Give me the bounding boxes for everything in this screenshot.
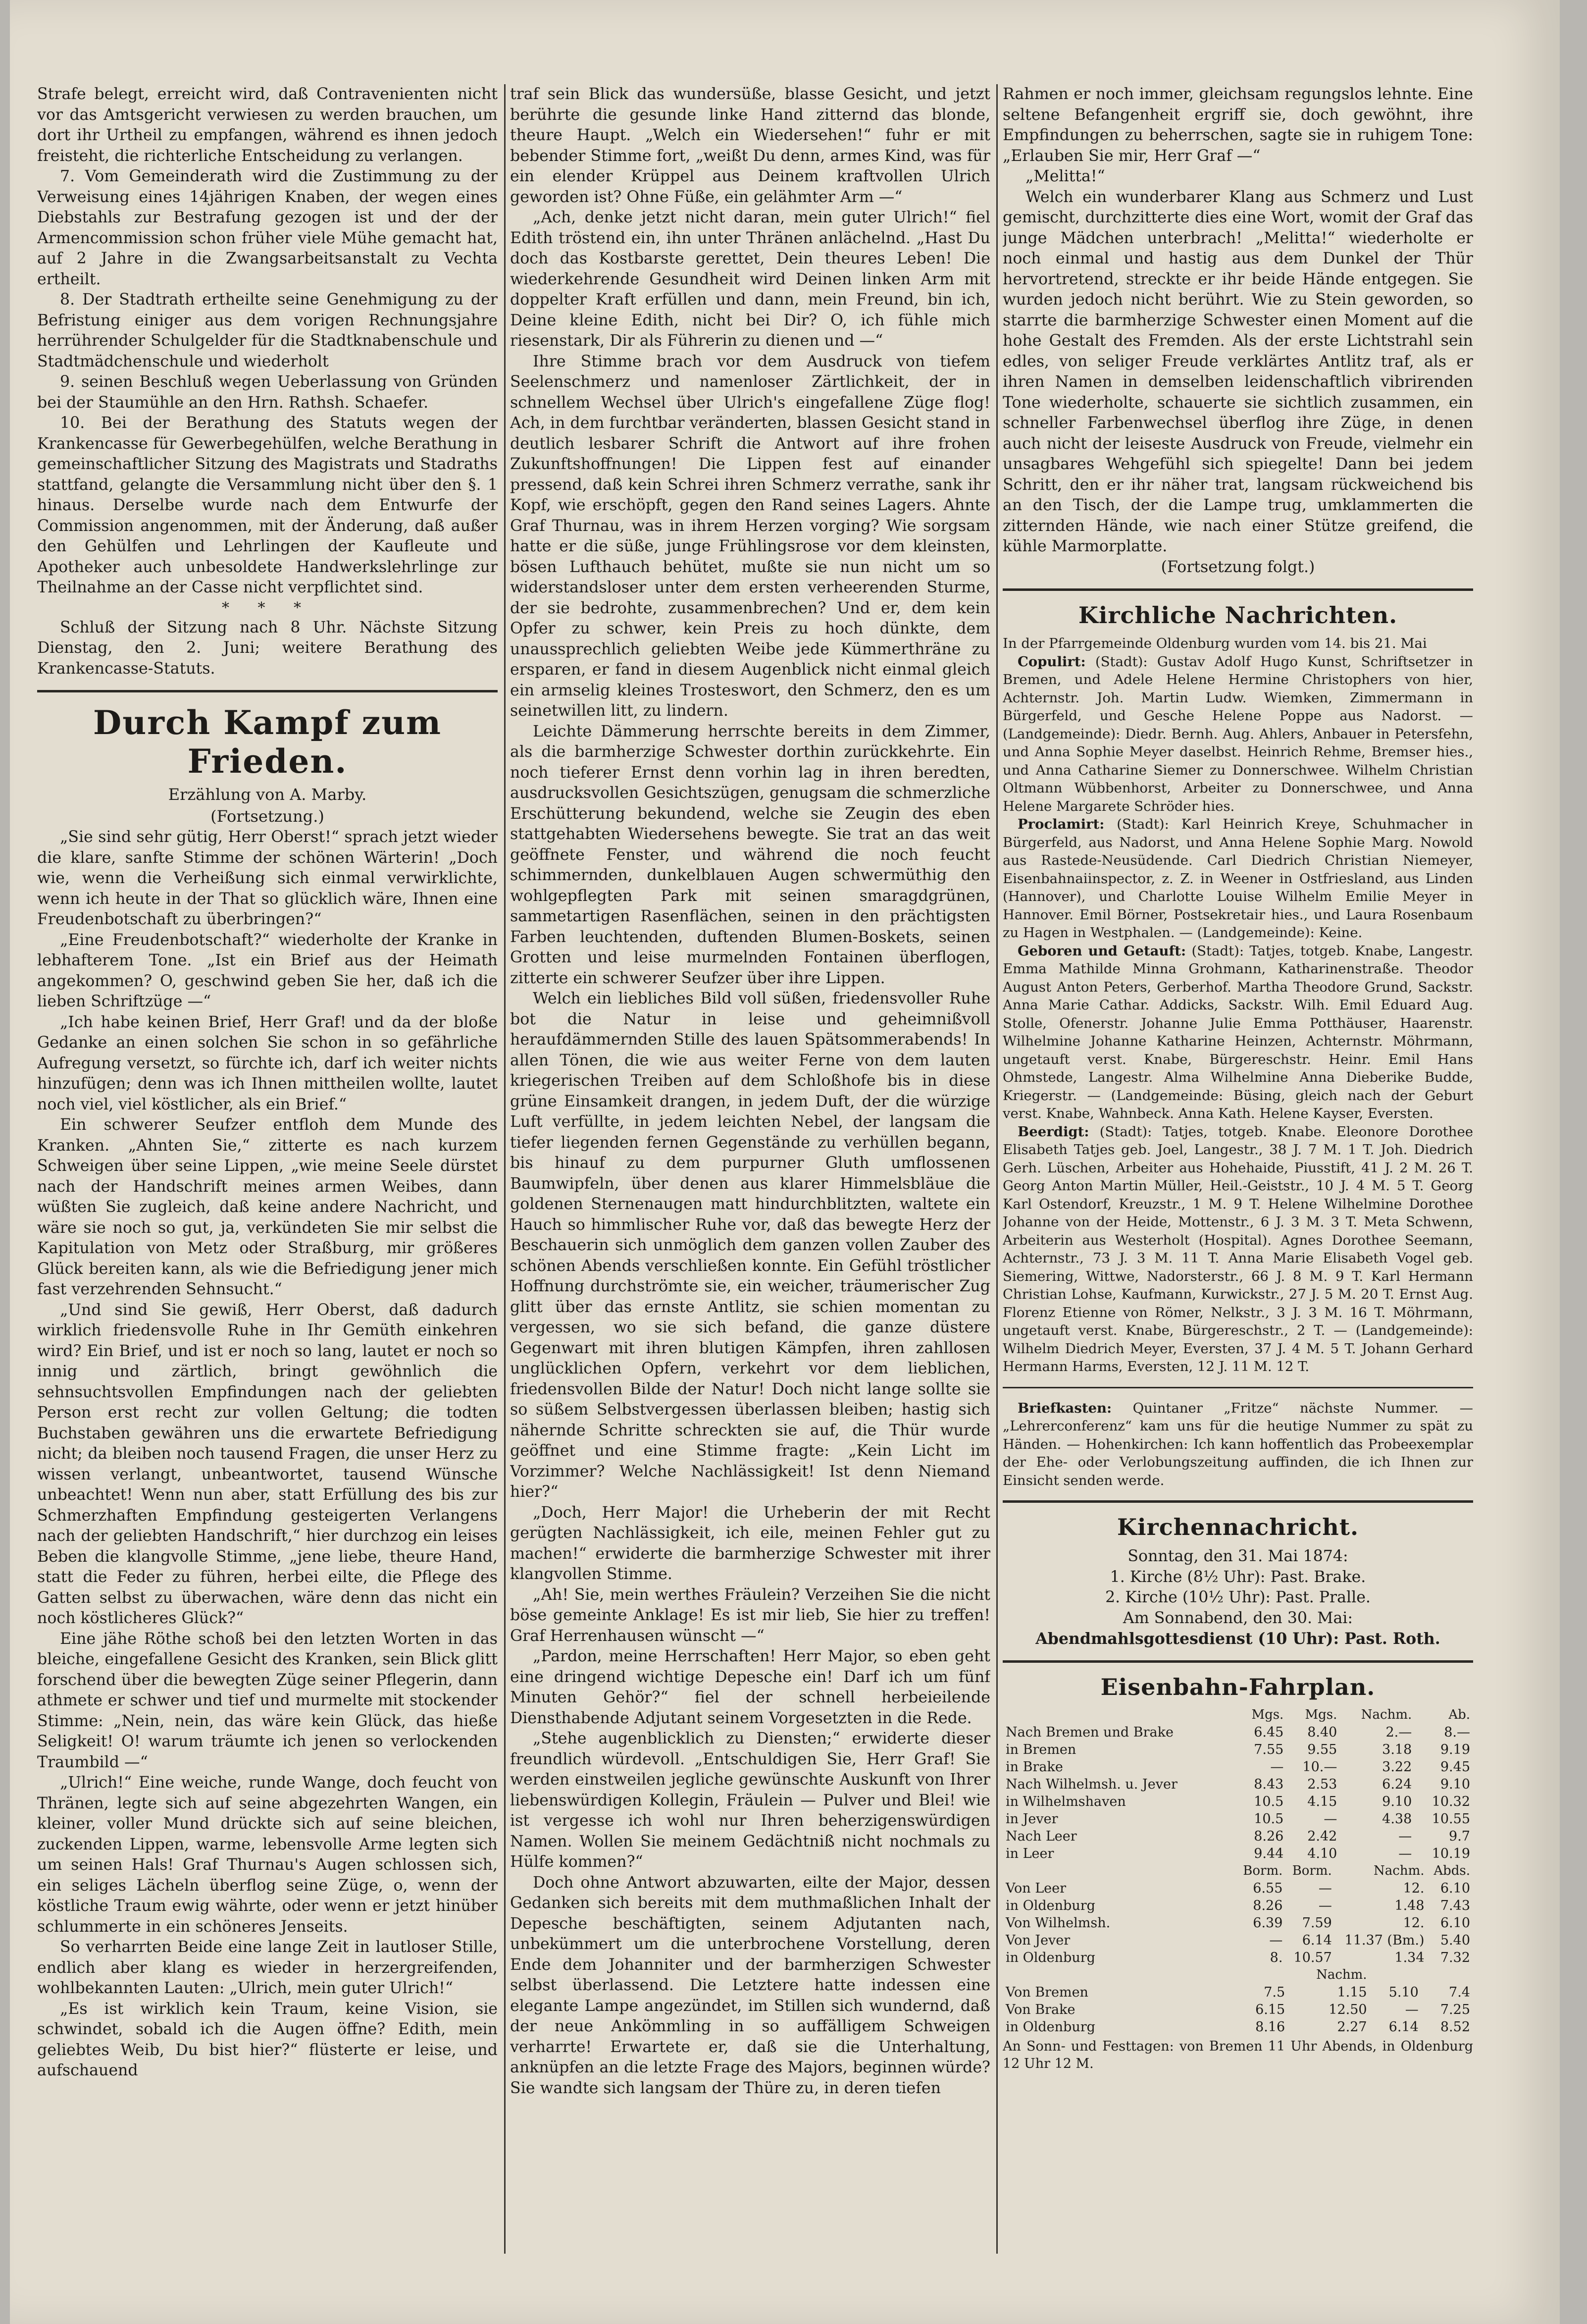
timetable-cell: 10.5 (1254, 1794, 1284, 1809)
timetable-row (1003, 1793, 1473, 1810)
column-1 (37, 84, 498, 2254)
timetable-cell: 6.24 (1382, 1776, 1412, 1792)
section-divider (1003, 1387, 1473, 1388)
story-byline: Erzählung von A. Marby. (168, 785, 367, 804)
timetable-cell: 10.32 (1432, 1794, 1470, 1809)
proclamirt-label: Proclamirt: (1018, 816, 1105, 832)
timetable-cell: Von Brake (1006, 2002, 1075, 2017)
timetable-row (1003, 1880, 1473, 1897)
timetable-cell: 7.43 (1440, 1898, 1470, 1913)
timetable-row (1003, 2018, 1473, 2036)
letterbox-text: Quintaner „Fritze“ nächste Nummer. — „Lehrerconferenz“ kam uns für die heutige Nummer zu spät zu Händen. — Hohenkirchen: Ich kann hoffentlich das Probeexemplar der Ehe- oder Verlobungszeitung auffinden, die ich Ihnen zur Einsicht senden werde. (1003, 1400, 1473, 1488)
story-paragraph: „Doch, Herr Major! die Urheberin der mit Recht gerügten Nachlässigkeit, ich eile, meinen Fehler gut zu machen!“ erwiderte die barmherzige Schwester mit ihrer klangvollen Stimme. (510, 1503, 990, 1583)
timetable-cell: 6.10 (1440, 1915, 1470, 1931)
story-paragraph: „Ach, denke jetzt nicht daran, mein guter Ulrich!“ fiel Edith tröstend ein, ihn unter Thränen anlächelnd. „Hast Du doch das Kostbarste gerettet, Dein theures Leben! Die wiederkehrende Gesundheit wird Deinen linken Arm mit doppelter Kraft erfüllen und dann, mein Freund, bin ich, Deine kleine Edith, nicht bei Dir? O, ich fühle mich riesenstark, Dir als Führerin zu dienen und —“ (510, 209, 990, 350)
timetable-cell: 10.19 (1432, 1846, 1470, 1861)
story-paragraph: Ein schwerer Seufzer entfloh dem Munde des Kranken. „Ahnten Sie,“ zitterte es nach kurzem Schweigen über seine Lippen, „wie meine Seele dürstet nach der Handschrift meines armen Weibes, dann wüßten Sie zugleich, daß keine andere Nachricht, und wäre sie noch so gut, ja, verkündeten Sie mir selbst die Kapitulation von Metz oder Straßburg, mir größeres Glück bereiten kann, als wie die Befriedigung jener mich fast verzehrenden Sehnsucht.“ (37, 1116, 498, 1298)
letterbox (1003, 1399, 1473, 1490)
timetable-header-cell (1003, 1966, 1236, 1984)
timetable-row (1003, 1984, 1473, 2001)
timetable-cell: Nach Wilhelmsh. u. Jever (1006, 1776, 1177, 1792)
timetable-cell: 1.15 (1337, 1984, 1367, 2000)
timetable-cell: 6.14 (1388, 2019, 1419, 2035)
timetable-cell: 9.10 (1382, 1794, 1412, 1809)
session-close: Schluß der Sitzung nach 8 Uhr. Nächste Sitzung Dienstag, den 2. Juni; weitere Berathung des Krankencasse-Statuts. (37, 618, 498, 678)
timetable-cell: 2.27 (1337, 2019, 1367, 2035)
timetable-cell: 2.42 (1307, 1828, 1337, 1844)
timetable-row (1003, 1897, 1473, 1914)
timetable-cell: 10.— (1302, 1759, 1337, 1775)
timetable-cell: — (1405, 2002, 1419, 2017)
timetable-row (1003, 1828, 1473, 1845)
timetable-header-row (1003, 1862, 1473, 1880)
timetable-cell: 3.22 (1382, 1759, 1412, 1775)
church-notice-line: 2. Kirche (10½ Uhr): Past. Pralle. (1105, 1588, 1371, 1606)
timetable-cell: in Jever (1006, 1811, 1058, 1827)
timetable-header-cell (1236, 1966, 1288, 1984)
timetable-cell: 6.39 (1253, 1915, 1283, 1931)
timetable-arrivals (1003, 1862, 1473, 1966)
church-news-title: Kirchliche Nachrichten. (1078, 602, 1398, 629)
timetable-cell: 2.— (1385, 1724, 1412, 1740)
timetable-cell: 10.5 (1254, 1811, 1284, 1827)
timetable-cell: — (1398, 1828, 1412, 1844)
timetable-cell: Von Leer (1006, 1880, 1067, 1896)
timetable-cell: — (1318, 1880, 1332, 1896)
timetable-header-cell (1370, 1966, 1422, 1984)
geboren-text: (Stadt): Tatjes, totgeb. Knabe, Langestr. Emma Mathilde Minna Grohmann, Katharinenstraße. Theodor August Anton Peters, Gerberhof. Martha Theodore Grund, Sackstr. Anna Marie Cathar. Addicks, Sackstr. Wilh. Emil Eduard Aug. Stolle, Ofenerstr. Johanne Julie Emma Potthäuser, Haarenstr. Wilhelmine Johanne Katharine Heinzen, Achternstr. Möhrmann, ungetauft verst. Knabe, Bürgereschstr. Heinr. Emil Hans Ohmstede, Langestr. Alma Wilhelmine Anna Dieberike Budde, Kriegerstr. — (Landgemeinde: Büsing, gleich nach der Geburt verst. Knabe, Wahnbeck. Anna Kath. Helene Kayser, Eversten. (1003, 943, 1473, 1121)
timetable-cell: 7.25 (1440, 2002, 1470, 2017)
church-news-intro: In der Pfarrgemeinde Oldenburg wurden vom 14. bis 21. Mai (1003, 635, 1427, 651)
column-2 (510, 84, 990, 2254)
timetable-cell: in Bremen (1006, 1742, 1076, 1757)
timetable-departures (1003, 1706, 1473, 1862)
church-notice-line: 1. Kirche (8½ Uhr): Past. Brake. (1110, 1568, 1366, 1586)
story-paragraph: Doch ohne Antwort abzuwarten, eilte der Major, dessen Gedanken sich bereits mit dem muthmaßlichen Inhalt der Depesche beschäftigten, seinem Adjutanten nach, unbekümmert um die unterbrochene Vorstellung, deren Ende dem Johanniter und der barmherzigen Schwester selbst überlassend. Die Letztere hatte indessen eine elegante Lampe angezündet, im Stillen sich wundernd, daß der neue Ankömmling in so auffälligem Schweigen verharrte! Erwartete er, daß sie die Unterhaltung, anknüpfen an die letzte Frage des Majors, beginnen würde? Sie wandte sich langsam der Thüre zu, in deren tiefen (510, 1873, 990, 2097)
section-divider (1003, 588, 1473, 591)
timetable-cell: 12. (1403, 1880, 1425, 1896)
council-report-text: Strafe belegt, erreicht wird, daß Contravenienten nicht vor das Amtsgericht verwiesen zu werden brauchen, um dort ihr Urtheil zu empfangen, während es ihnen jedoch freisteht, die richterliche Entscheidung zu verlangen. (37, 85, 498, 165)
timetable-cell: 6.10 (1440, 1880, 1470, 1896)
timetable-cell: 10.57 (1293, 1950, 1332, 1965)
timetable-cell: 9.19 (1440, 1742, 1470, 1757)
timetable-row (1003, 1758, 1473, 1776)
story-paragraph: Welch ein wunderbarer Klang aus Schmerz und Lust gemischt, durchzitterte dies eine Wort, womit der Graf das junge Mädchen unterbrach! „Melitta!“ wiederholte er noch einmal und hastig aus dem Dunkel der Thür hervortretend, streckte er ihr beide Hände entgegen. Sie wurden jedoch nicht berührt. Wie zu Stein geworden, so starrte die barmherzige Schwester einen Moment auf die hohe Gestalt des Fremden. Als der erste Lichtstrahl sein edles, von seliger Freude verklärtes Antlitz traf, als er ihren Namen in demselben leidenschaftlich vibrirenden Tone wiederholte, schauerte sie sichtlich zusammen, ein schneller Farbenwechsel überflog ihre Züge, in denen auch nicht der leiseste Ausdruck von Freude, vielmehr ein unsagbares Wehgefühl sich spiegelte! Dann bei jedem Schritt, den er ihr näher trat, langsam rückweichend bis an den Tisch, der die Lampe trug, umklammerten die zitternden Hände, wie nach einer Stütze greifend, die kühle Marmorplatte. (1003, 188, 1473, 555)
timetable-cell: in Wilhelmshaven (1006, 1794, 1126, 1809)
timetable-row (1003, 1845, 1473, 1862)
timetable-cell: Nach Bremen und Brake (1006, 1724, 1174, 1740)
section-divider (1003, 1660, 1473, 1663)
timetable-cell: Von Bremen (1006, 1984, 1088, 2000)
timetable-row (1003, 1914, 1473, 1932)
timetable-cell: 12. (1403, 1915, 1425, 1931)
timetable-bremen (1003, 1966, 1473, 2036)
timetable-cell: 8.— (1444, 1724, 1470, 1740)
church-notice-line: Abendmahlsgottesdienst (10 Uhr): Past. Roth. (1035, 1630, 1440, 1648)
timetable-header-cell: Borm. (1243, 1863, 1283, 1878)
timetable-row (1003, 1932, 1473, 1949)
column-rule (504, 84, 506, 2254)
council-item-9: 9. seinen Beschluß wegen Ueberlassung von Gründen bei der Staumühle an den Hrn. Rathsh. Schaefer. (37, 373, 498, 412)
story-paragraph: „Es ist wirklich kein Traum, keine Vision, sie schwindet, sobald ich die Augen öffne? Edith, mein geliebtes Weib, Du bist hier?“ flüsterte er leise, und aufschauend (37, 2000, 498, 2079)
timetable-header-cell: Nachm. (1374, 1863, 1425, 1878)
timetable-cell: 11.37 (Bm.) (1344, 1932, 1425, 1948)
timetable-cell: in Oldenburg (1006, 2019, 1095, 2035)
timetable-cell: 4.38 (1382, 1811, 1412, 1827)
timetable-header-cell (1003, 1706, 1236, 1724)
timetable-cell: 8.26 (1253, 1898, 1283, 1913)
timetable-cell: 9.10 (1440, 1776, 1470, 1792)
church-notice-line: Am Sonnabend, den 30. Mai: (1123, 1609, 1353, 1627)
story-paragraph: Rahmen er noch immer, gleichsam regungslos lehnte. Eine seltene Befangenheit ergriff sie, doch gewöhnt, ihre Empfindungen zu beherrschen, sagte sie in ruhigem Tone: „Erlauben Sie mir, Herr Graf —“ (1003, 85, 1473, 165)
letterbox-label: Briefkasten: (1018, 1400, 1112, 1416)
timetable-cell: — (1398, 1846, 1412, 1861)
timetable-row (1003, 1776, 1473, 1793)
section-divider (1003, 1500, 1473, 1503)
timetable-header-row (1003, 1706, 1473, 1724)
separator-stars: * * * (221, 599, 313, 617)
story-paragraph: Welch ein liebliches Bild voll süßen, friedensvoller Ruhe bot die Natur in leise und geheimnißvoll heraufdämmernden Stille des lauen Spätsommerabends! In allen Tönen, die wie aus weiter Ferne von dem lauten kriegerischen Treiben auf dem Schloßhofe bis in diese grüne Einsamkeit drangen, in jedem Duft, der die würzige Luft verfüllte, in jedem leichten Nebel, der langsam die tiefer liegenden fernen Gegenstände zu verhüllen begann, bis hinauf zu dem purpurner Gluth umflossenen Baumwipfeln, über denen aus klarer Himmelsbläue die goldenen Sternenaugen matt hindurchblitzten, waltete ein Hauch so himmlischer Ruhe vor, daß das bewegte Herz der Beschauerin sich unmöglich dem ganzen vollen Zauber des schönen Abends verschließen konnte. Ein Gefühl tröstlicher Hoffnung durchströmte sie, ein weicher, träumerischer Zug glitt über das ernste Antlitz, sie schien momentan zu vergessen, wo sie sich befand, die ganze düstere Gegenwart mit ihren blutigen Kämpfen, ihren zahllosen unglücklichen Opfern, verkehrt vor dem lieblichen, friedensvollen Bilde der Natur! Doch nicht lange sollte sie so süßem Selbstvergessen überlassen bleiben; hastig sich nähernde Schritte schreckten sie auf, die Thür wurde geöffnet und eine Stimme fragte: „Kein Licht im Vorzimmer? Welche Nachlässigkeit! Ist denn Niemand hier?“ (510, 990, 990, 1501)
section-divider (37, 690, 498, 692)
church-notice-line: Sonntag, den 31. Mai 1874: (1127, 1547, 1348, 1565)
church-notice-title: Kirchennachricht. (1117, 1514, 1359, 1540)
timetable-cell: 8.16 (1255, 2019, 1285, 2035)
proclamirt-text: (Stadt): Karl Heinrich Kreye, Schuhmacher in Bürgerfeld, aus Nadorst, und Anna Helene Sophie Marg. Nowold aus Rastede-Neusüdende. Carl Diedrich Christian Niemeyer, Eisenbahnaiinspector, z. Z. in Weener in Ostfriesland, aus Linden (Hannover), und Charlotte Louise Wilhelm Emilie Meyer in Hannover. Emil Börner, Postsekretair hies., und Laura Rosenbaum zu Hagen in Westphalen. — (Landgemeinde): Keine. (1003, 816, 1473, 941)
story-paragraph: „Ich habe keinen Brief, Herr Graf! und da der bloße Gedanke an einen solchen Sie schon in so gefährliche Aufregung versetzt, so fürchte ich, darf ich weiter nichts hinzufügen; denn was ich Ihnen mittheilen wollte, lautet noch viel, viel köstlicher, als ein Brief.“ (37, 1013, 498, 1113)
timetable-cell: in Leer (1006, 1846, 1054, 1861)
newspaper-page (10, 0, 1560, 2324)
timetable-cell: 9.7 (1449, 1828, 1470, 1844)
timetable-header-cell: Nachm. (1316, 1967, 1367, 1982)
timetable-cell: 8. (1270, 1950, 1283, 1965)
story-continuation: (Fortsetzung.) (210, 807, 324, 826)
timetable-cell: 8.43 (1254, 1776, 1284, 1792)
story-paragraph: „Melitta!“ (1025, 167, 1105, 185)
timetable-footnote: An Sonn- und Festtagen: von Bremen 11 Uhr Abends, in Oldenburg 12 Uhr 12 M. (1003, 2038, 1473, 2071)
story-paragraph: Leichte Dämmerung herrschte bereits in dem Zimmer, als die barmherzige Schwester dorthin zurückkehrte. Ein noch tieferer Ernst denn vorhin lag in ihren beredten, ausdrucksvollen Gesichtszügen, genugsam die schmerzliche Erschütterung bekundend, welche sie Zeugin des eben stattgehabten Wiedersehens bewegte. Sie trat an das weit geöffnete Fenster, und während die noch feucht schimmernden, dunkelblauen Augen schwermüthig den wohlgepflegten Park mit seinen smaragdgrünen, sammetartigen Rasenflächen, seinen in den prächtigsten Farben leuchtenden, duftenden Blumen-Boskets, seinen Grotten und leise murmelnden Fontainen überflogen, zitterte ein schwerer Seufzer über ihre Lippen. (510, 722, 990, 987)
timetable-header-cell: Mgs. (1305, 1707, 1337, 1722)
story-paragraph: „Eine Freudenbotschaft?“ wiederholte der Kranke in lebhafterem Tone. „Ist ein Brief aus der Heimath angekommen? O, geschwind geben Sie her, daß ich die lieben Schriftzüge —“ (37, 931, 498, 1010)
timetable-row (1003, 1741, 1473, 1758)
timetable-cell: 6.14 (1302, 1932, 1332, 1948)
timetable-cell: Von Wilhelmsh. (1006, 1915, 1111, 1931)
timetable-cell: 9.55 (1307, 1742, 1337, 1757)
beerdigt-text: (Stadt): Tatjes, totgeb. Knabe. Eleonore Dorothee Elisabeth Tatjes geb. Joel, Langestr., 38 J. 7 M. 1 T. Joh. Diedrich Gerh. Lüschen, Arbeiter aus Hohehaide, Piusstift, 41 J. 2 M. 26 T. Georg Anton Martin Müller, Heil.-Geiststr., 10 J. 4 M. 5 T. Georg Karl Ostendorf, Kreuzstr., 1 M. 9 T. Helene Wilhelmine Dorothee Johanne von der Heide, Mottenstr., 6 J. 3 M. 3 T. Meta Schwenn, Arbeiterin aus Westerholt (Hospital). Agnes Dorothee Seemann, Achternstr., 73 J. 3 M. 11 T. Anna Marie Elisabeth Vogel geb. Siemering, Wittwe, Nadorsterstr., 66 J. 8 M. 9 T. Karl Hermann Christian Lohse, Kaufmann, Kurwickstr., 27 J. 5 M. 20 T. Ernst Aug. Florenz Etienne von Römer, Nelkstr., 3 J. 3 M. 16 T. Möhrmann, ungetauft verst. Knabe, Bürgereschstr., 2 T. — (Landgemeinde): Wilhelm Diedrich Meyer, Eversten, 37 J. 4 M. 5 T. Johann Gerhard Hermann Harms, Eversten, 12 J. 11 M. 12 T. (1003, 1123, 1473, 1374)
council-item-8: 8. Der Stadtrath ertheilte seine Genehmigung zu der Befristung einiger aus dem vorigen Rechnungsjahre herrührender Schulgelder für die Stadtknabenschule und Stadtmädchenschule und wiederholt (37, 291, 498, 370)
story-paragraph: „Sie sind sehr gütig, Herr Oberst!“ sprach jetzt wieder die klare, sanfte Stimme der schönen Wärterin! „Doch wie, wenn die Verheißung sich einmal verwirklichte, wenn ich heute in der That so glücklich wäre, Ihnen eine Freudenbotschaft zu überbringen?“ (37, 828, 498, 928)
timetable-header-cell: Abds. (1433, 1863, 1470, 1878)
timetable-row (1003, 1949, 1473, 1966)
copulirt-text: (Stadt): Gustav Adolf Hugo Kunst, Schriftsetzer in Bremen, und Adele Helene Hermine Christophers von hier, Achternstr. Joh. Martin Ludw. Wiemken, Zimmermann in Bürgerfeld, und Gesche Helene Poppe aus Nadorst. — (Landgemeinde): Diedr. Bernh. Aug. Ahlers, Anbauer in Petersfehn, und Anna Sophie Meyer daselbst. Heinrich Rehme, Bremser hies., und Anna Catharine Siemer zu Donnerschwee. Wilhelm Christian Oltmann Wübbenhorst, Arbeiter zu Donnerschwee, und Anna Helene Margarete Schröder hies. (1003, 653, 1473, 814)
council-item-10: 10. Bei der Berathung des Statuts wegen der Krankencasse für Gewerbegehülfen, welche Berathung in gemeinschaftlicher Sitzung des Magistrats und Stadraths stattfand, gelangte die Versammlung nicht über den §. 1 hinaus. Derselbe wurde nach dem Entwurfe der Commission angenommen, mit der Änderung, daß außer den Gehülfen und Lehrlingen der Kaufleute und Apotheker auch unbesoldete Handwerkslehrlinge zur Theilnahme an der Casse nicht verpflichtet sind. (37, 414, 498, 596)
timetable-cell: Nach Leer (1006, 1828, 1077, 1844)
timetable-cell: 7.4 (1449, 1984, 1470, 2000)
timetable-cell: 5.40 (1440, 1932, 1470, 1948)
timetable-cell: — (1324, 1811, 1337, 1827)
story-paragraph: „Ulrich!“ Eine weiche, runde Wange, doch feucht von Thränen, legte sich auf seine abgezehrten Wangen, ein kleiner, voller Mund drückte sich auf seine bleichen, zuckenden Lippen, warme, lebensvolle Arme legten sich um seinen Hals! Graf Thurnau's Augen schlossen sich, ein seliges Lächeln überflog seine Züge, o, wenn der köstliche Traum ewig währte, oder wenn er jetzt hinüber schlummerte in ein schöneres Jenseits. (37, 1774, 498, 1936)
timetable-cell: 7.5 (1264, 1984, 1285, 2000)
story-paragraph: „Pardon, meine Herrschaften! Herr Major, so eben geht eine dringend wichtige Depesche ein! Darf ich um fünf Minuten Gehör?“ fiel der schnell herbeieilende Diensthabende Adjutant seinem Vorgesetzten in die Rede. (510, 1647, 990, 1727)
story-paragraph: traf sein Blick das wundersüße, blasse Gesicht, und jetzt berührte die gesunde linke Hand zitternd das blonde, theure Haupt. „Welch ein Wiedersehen!“ fuhr er mit bebender Stimme fort, „weißt Du denn, armes Kind, was für ein elender Krüppel aus Deinem kraftvollen Ulrich geworden ist? Ohne Füße, ein gelähmter Arm —“ (510, 85, 990, 206)
church-copulirt (1003, 653, 1473, 816)
timetable-cell: 8.26 (1254, 1828, 1284, 1844)
timetable-row (1003, 1724, 1473, 1741)
timetable-header-cell: Mgs. (1251, 1707, 1284, 1722)
timetable-row (1003, 1810, 1473, 1828)
timetable-cell: 2.53 (1307, 1776, 1337, 1792)
timetable-cell: in Brake (1006, 1759, 1063, 1775)
timetable-cell: 9.45 (1440, 1759, 1470, 1775)
church-proclamirt (1003, 815, 1473, 942)
timetable-cell: 7.32 (1440, 1950, 1470, 1965)
timetable-cell: 8.52 (1440, 2019, 1470, 2035)
story-title: Durch Kampf zum Frieden. (93, 703, 442, 781)
timetable-cell: — (1270, 1759, 1284, 1775)
timetable-cell: 9.44 (1254, 1846, 1284, 1861)
timetable-row (1003, 2001, 1473, 2018)
timetable-cell: — (1269, 1932, 1283, 1948)
timetable-header-cell: Borm. (1292, 1863, 1332, 1878)
church-beerdigt (1003, 1123, 1473, 1376)
timetable-cell: 5.10 (1388, 1984, 1419, 2000)
timetable-cell: 7.59 (1302, 1915, 1332, 1931)
story-paragraph: „Und sind Sie gewiß, Herr Oberst, daß dadurch wirklich friedensvolle Ruhe in Ihr Gemüth einkehren wird? Ein Brief, und ist er noch so lang, lautet er noch so innig und zärtlich, bringt gewöhnlich die sehnsuchtsvollen Empfindungen nach der geliebten Person erst recht zur vollen Geltung; die todten Buchstaben gewähren uns die erwartete Befriedigung nicht; da bleiben noch tausend Fragen, die unser Herz zu wissen verlangt, unbeantwortet, tausend Wünsche unbeachtet! Wenn nun aber, statt Erfüllung des bis zur Schmerzhaften Empfindung gesteigerten Verlangens nach der geliebten Handschrift,“ hier durchzog ein leises Beben die klangvolle Stimme, „jene liebe, theure Hand, statt die Feder zu führen, herbei eilte, die Pflege des Gatten selbst zu überwachen, wäre denn das nicht ein noch köstlicheres Glück?“ (37, 1301, 498, 1627)
column-rule (996, 84, 998, 2254)
timetable-cell: — (1318, 1898, 1332, 1913)
to-be-continued: (Fortsetzung folgt.) (1161, 558, 1315, 576)
story-paragraph: „Stehe augenblicklich zu Diensten;“ erwiderte dieser freundlich würdevoll. „Entschuldigen Sie, Herr Graf! Sie werden einstweilen jegliche gewünschte Auskunft von Ihrer liebenswürdigen Kollegin, Fräulein — Pulver und Blei! wie ist vergesse ich wohl nur Ihren beherzigenswürdigen Namen. Wollen Sie meinem Gedächtniß nicht nochmals zu Hülfe kommen?“ (510, 1730, 990, 1871)
council-item-7: 7. Vom Gemeinderath wird die Zustimmung zu der Verweisung eines 14jährigen Knaben, der wegen eines Diebstahls zur Bestrafung gezogen ist und der der Armencommission schon früher viele Mühe gemacht hat, auf 2 Jahre in die Zwangsarbeitsanstalt zu Vechta ertheilt. (37, 167, 498, 288)
story-paragraph: „Ah! Sie, mein werthes Fräulein? Verzeihen Sie die nicht böse gemeinte Anklage! Es ist mir lieb, Sie hier zu treffen! Graf Herrenhausen wünscht —“ (510, 1585, 990, 1645)
timetable-header-row (1003, 1966, 1473, 1984)
timetable-cell: 12.50 (1329, 2002, 1367, 2017)
timetable-cell: 10.55 (1432, 1811, 1470, 1827)
timetable-cell: in Oldenburg (1006, 1950, 1095, 1965)
timetable-cell: 4.15 (1307, 1794, 1337, 1809)
column-3 (1003, 84, 1473, 2254)
timetable-header-cell (1003, 1862, 1236, 1880)
timetable-cell: 8.40 (1307, 1724, 1337, 1740)
timetable-cell: 4.10 (1307, 1846, 1337, 1861)
timetable-header-cell: Nachm. (1361, 1707, 1412, 1722)
church-geboren (1003, 942, 1473, 1123)
timetable-header-cell: Ab. (1448, 1707, 1470, 1722)
timetable-cell: 6.55 (1253, 1880, 1283, 1896)
geboren-label: Geboren und Getauft: (1018, 943, 1186, 959)
story-paragraph: Eine jähe Röthe schoß bei den letzten Worten in das bleiche, eingefallene Gesicht des Kranken, sein Blick glitt forschend über die bewegten Züge seiner Pflegerin, dann athmete er schwer und tief und murmelte mit stockender Stimme: „Nein, nein, das wäre kein Glück, das hieße Seligkeit! O! warum träumte ich jenen so verlockenden Traumbild —“ (37, 1630, 498, 1771)
timetable-cell: Von Jever (1006, 1932, 1071, 1948)
timetable-cell: 6.45 (1254, 1724, 1284, 1740)
story-paragraph: Ihre Stimme brach vor dem Ausdruck von tiefem Seelenschmerz und namenloser Zärtlichkeit, der in schnellem Wechsel über Ulrich's eingefallene Züge flog! Ach, in dem furchtbar veränderten, blassen Gesicht stand in deutlich lesbarer Schrift die Antwort auf ihre frohen Zukunftshoffnungen! Die Lippen fest auf einander pressend, daß kein Schrei ihren Schmerz verrathe, sank ihr Kopf, wie erschöpft, gegen den Rand seines Lagers. Ahnte Graf Thurnau, was in ihrem Herzen vorging? Wie sorgsam hatte er die süße, junge Frühlingsrose vor dem kleinsten, bösen Lufthauch behütet, mußte sie nun nicht um so widerstandsloser unter dem ersten verheerenden Sturme, der sie bedrohte, zusammenbrechen? Und er, dem kein Opfer zu schwer, kein Preis zu hoch dünkte, dem unaussprechlich geliebten Weibe jede Kümmerthräne zu ersparen, er fand in diesem Augenblick nicht einmal gleich ein armselig kleines Trosteswort, den Schmerz, den es um seinetwillen litt, zu lindern. (510, 352, 990, 720)
timetable-cell: in Oldenburg (1006, 1898, 1095, 1913)
timetable-cell: 1.34 (1394, 1950, 1425, 1965)
beerdigt-label: Beerdigt: (1018, 1123, 1089, 1140)
timetable-cell: 3.18 (1382, 1742, 1412, 1757)
timetable-cell: 6.15 (1255, 2002, 1285, 2017)
timetable-cell: 7.55 (1254, 1742, 1284, 1757)
story-paragraph: So verharrten Beide eine lange Zeit in lautloser Stille, endlich aber klang es wieder in herzergreifenden, wohlbekannten Lauten: „Ulrich, mein guter Ulrich!“ (37, 1938, 498, 1997)
timetable-header-cell (1422, 1966, 1473, 1984)
copulirt-label: Copulirt: (1018, 653, 1086, 670)
timetable-cell: 1.48 (1394, 1898, 1425, 1913)
railway-timetable-title: Eisenbahn-Fahrplan. (1100, 1673, 1376, 1700)
